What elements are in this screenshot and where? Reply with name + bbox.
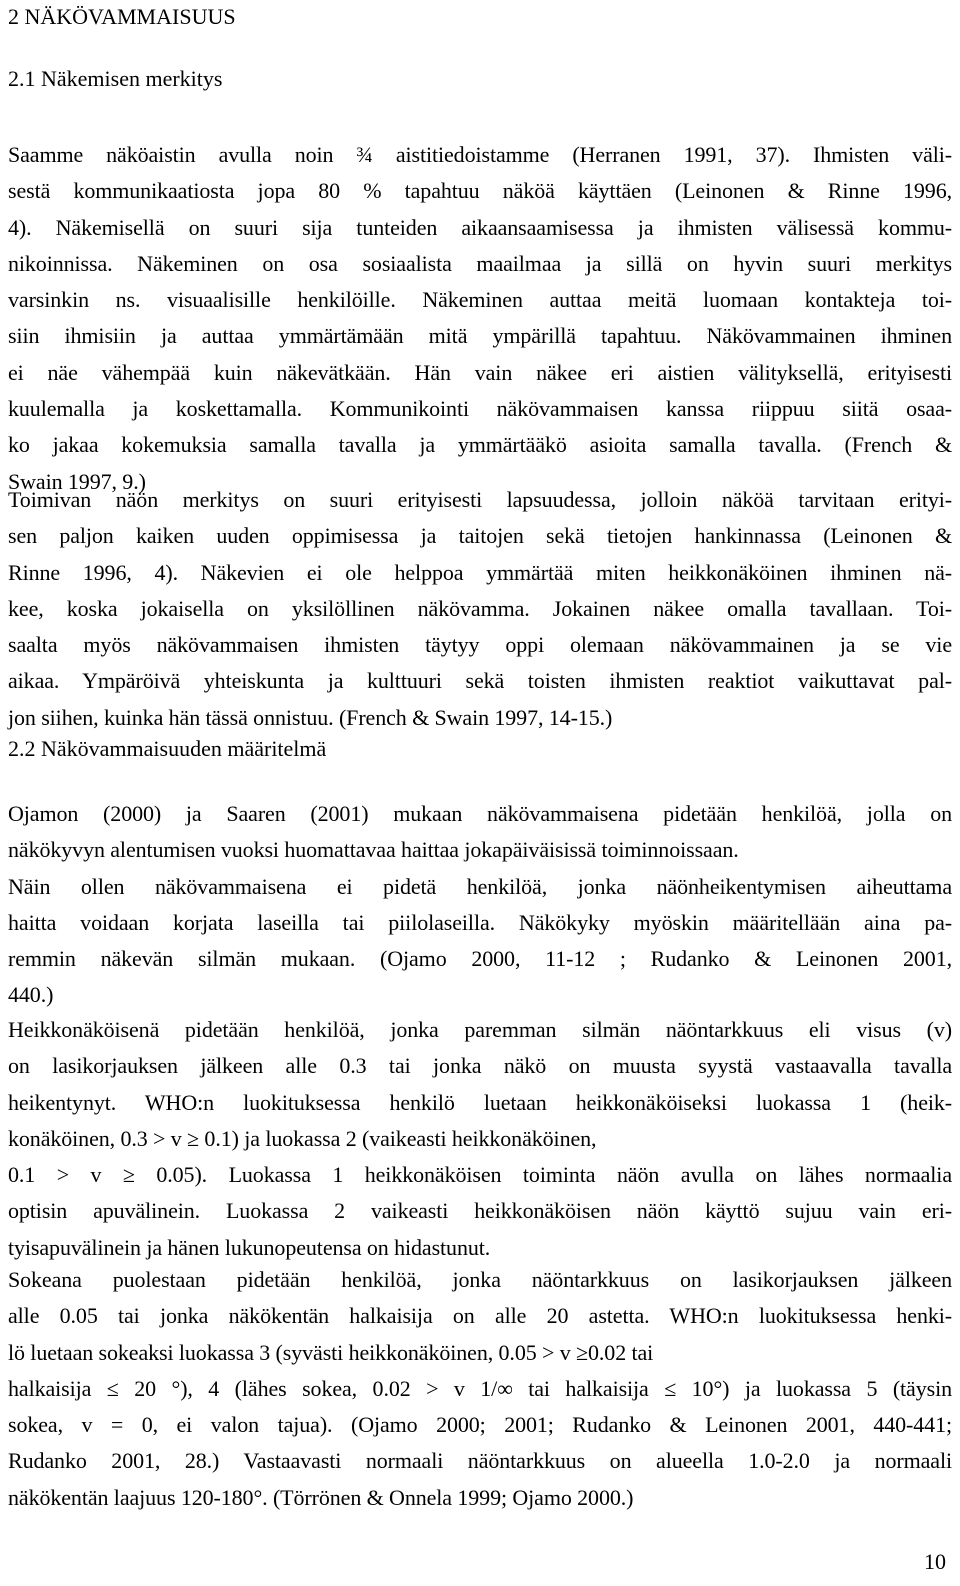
text-line: saalta myös näkövammaisen ihmisten täytyy oppi olemaan näkövammainen ja se vie — [8, 632, 952, 658]
paragraph-5 — [8, 1262, 952, 1516]
text-line: Näin ollen näkövammaisena ei pidetä henkilöä, jonka näönheikentymisen aiheuttama — [8, 873, 952, 899]
text-line: Heikkonäköisenä pidetään henkilöä, jonka paremman silmän näöntarkkuus eli visus (v) — [8, 1017, 952, 1042]
text-line: jon siihen, kuinka hän tässä onnistuu. (French & Swain 1997, 14-15.) — [8, 704, 613, 730]
text-line: remmin näkevän silmän mukaan. (Ojamo 2000, 11-12 ; Rudanko & Leinonen 2001, — [8, 946, 952, 972]
text-line: alle 0.05 tai jonka näkökentän halkaisija on alle 20 astetta. WHO:n luokituksessa henki- — [8, 1303, 952, 1329]
text-line: Ojamon (2000) ja Saaren (2001) mukaan näkövammaisena pidetään henkilöä, jolla on — [8, 801, 952, 826]
text-line: siin ihmisiin ja auttaa ymmärtämään mitä ympärillä tapahtuu. Näkövammainen ihminen — [8, 323, 952, 349]
text-line: on lasikorjauksen jälkeen alle 0.3 tai jonka näkö on muusta syystä vastaavalla tavalla — [8, 1053, 952, 1079]
text-line: konäköinen, 0.3 > v ≥ 0.1) ja luokassa 2 (vaikeasti heikkonäköinen, — [8, 1125, 597, 1151]
text-line: ko jakaa kokemuksia samalla tavalla ja ymmärtääkö asioita samalla tavalla. (French & — [8, 432, 952, 458]
text-line: tyisapuvälinein ja hänen lukunopeutensa on hidastunut. — [8, 1234, 491, 1260]
text-line: näkökentän laajuus 120-180°. (Törrönen & Onnela 1999; Ojamo 2000.) — [8, 1484, 634, 1510]
paragraph-2 — [8, 482, 952, 736]
text-line: Toimivan näön merkitys on suuri erityisesti lapsuudessa, jolloin näköä tarvitaan erityi- — [8, 487, 952, 512]
text-line: Swain 1997, 9.) — [8, 468, 146, 494]
text-line: kuulemalla ja koskettamalla. Kommunikointi näkövammaisen kanssa riippuu siitä osaa- — [8, 396, 952, 422]
text-line: 4). Näkemisellä on suuri sija tunteiden aikaansaamisessa ja ihmisten välisessä kommu- — [8, 214, 952, 240]
text-line: sokea, v = 0, ei valon tajua). (Ojamo 2000; 2001; Rudanko & Leinonen 2001, 440-441; — [8, 1412, 952, 1438]
text-line: Rinne 1996, 4). Näkevien ei ole helppoa ymmärtää miten heikkonäköinen ihminen nä- — [8, 559, 952, 585]
paragraph-3 — [8, 796, 952, 1014]
text-line: 440.) — [8, 982, 54, 1008]
text-line: heikentynyt. WHO:n luokituksessa henkilö luetaan heikkonäköiseksi luokassa 1 (heik- — [8, 1089, 952, 1115]
page-number: 10 — [924, 1549, 946, 1574]
paragraph-1 — [8, 137, 952, 500]
text-line: Rudanko 2001, 28.) Vastaavasti normaali näöntarkkuus on alueella 1.0-2.0 ja normaali — [8, 1448, 952, 1474]
text-line: näkökyvyn alentumisen vuoksi huomattavaa haittaa jokapäiväisissä toiminnoissaan. — [8, 837, 739, 863]
text-line: kee, koska jokaisella on yksilöllinen näkövamma. Jokainen näkee omalla tavallaan. Toi- — [8, 595, 952, 621]
paragraph-4 — [8, 1012, 952, 1266]
text-line: sestä kommunikaatiosta jopa 80 % tapahtuu näköä käyttäen (Leinonen & Rinne 1996, — [8, 178, 952, 204]
text-line: optisin apuvälinein. Luokassa 2 vaikeasti heikkonäköisen näön käyttö sujuu vain eri- — [8, 1198, 952, 1224]
text-line: nikoinnissa. Näkeminen on osa sosiaalista maailmaa ja sillä on hyvin suuri merkitys — [8, 250, 952, 276]
text-line: sen paljon kaiken uuden oppimisessa ja taitojen sekä tietojen hankinnassa (Leinonen & — [8, 523, 952, 549]
text-line: Sokeana puolestaan pidetään henkilöä, jonka näöntarkkuus on lasikorjauksen jälkeen — [8, 1267, 952, 1292]
section-heading-2-2: 2.2 Näkövammaisuuden määritelmä — [8, 736, 327, 761]
text-line: lö luetaan sokeaksi luokassa 3 (syvästi heikkonäköinen, 0.05 > v ≥0.02 tai — [8, 1339, 654, 1365]
text-line: ei näe vähempää kuin näkevätkään. Hän vain näkee eri aistien välityksellä, erityisesti — [8, 359, 952, 385]
chapter-heading: 2 NÄKÖVAMMAISUUS — [8, 4, 236, 29]
section-heading-2-1: 2.1 Näkemisen merkitys — [8, 66, 223, 91]
text-line: aikaa. Ympäröivä yhteiskunta ja kulttuuri sekä toisten ihmisten reaktiot vaikuttavat pal- — [8, 668, 952, 694]
text-line: varsinkin ns. visuaalisille henkilöille. Näkeminen auttaa meitä luomaan kontakteja toi- — [8, 287, 952, 313]
text-line: Saamme näköaistin avulla noin ¾ aistitiedoistamme (Herranen 1991, 37). Ihmisten väli- — [8, 142, 952, 167]
text-line: halkaisija ≤ 20 °), 4 (lähes sokea, 0.02 > v 1/∞ tai halkaisija ≤ 10°) ja luokassa 5 (täysin — [8, 1375, 952, 1401]
text-line: 0.1 > v ≥ 0.05). Luokassa 1 heikkonäköisen toiminta näön avulla on lähes normaalia — [8, 1162, 952, 1188]
text-line: haitta voidaan korjata laseilla tai piilolaseilla. Näkökyky myöskin määritellään aina pa- — [8, 909, 952, 935]
